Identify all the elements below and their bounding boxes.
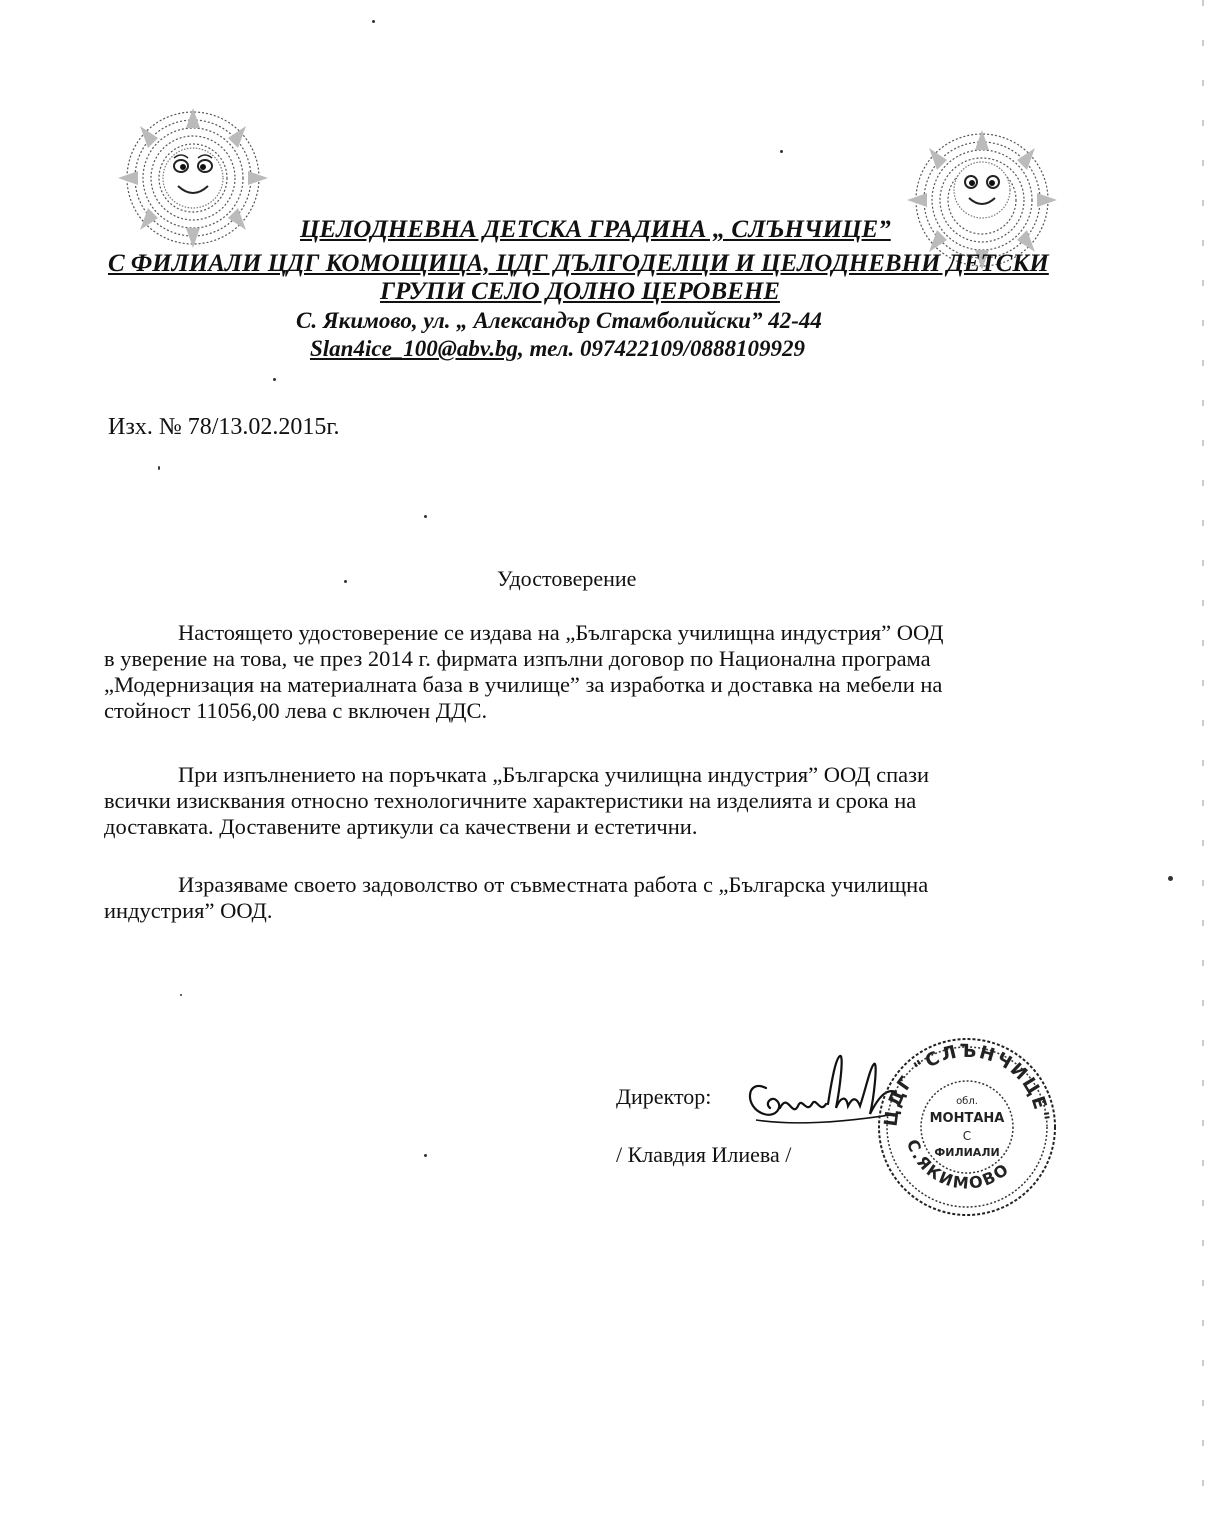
scan-speck (180, 994, 182, 996)
official-round-stamp (872, 1032, 1062, 1222)
paragraph-execution-quality (104, 762, 1044, 840)
smiling-sun-right-icon (906, 130, 1058, 270)
document-title: Удостоверение (497, 566, 637, 591)
paragraph-line: индустрия” ООД. (104, 898, 273, 923)
scan-speck (372, 20, 375, 23)
header-kindergarten-name: ЦЕЛОДНЕВНА ДЕТСКА ГРАДИНА „ СЛЪНЧИЦЕ” (300, 216, 891, 243)
paragraph-line: в уверение на това, че през 2014 г. фирмата изпълни договор по Национална програма (104, 646, 931, 671)
stamp-ring-bottom-text: С.ЯКИМОВО (902, 1136, 1014, 1193)
scan-speck (273, 378, 276, 381)
paragraph-line: Настоящето удостоверение се издава на „Българска училищна индустрия” ООД (178, 620, 944, 645)
outgoing-reference-number: Изх. № 78/13.02.2015г. (108, 414, 340, 440)
paragraph-line: При изпълнението на поръчката „Българска училищна индустрия” ООД спази (178, 762, 930, 787)
header-village: ГРУПИ СЕЛО ДОЛНО ЦЕРОВЕНЕ (380, 278, 780, 305)
scan-speck (424, 1154, 427, 1157)
stamp-ring-top-text: ЦДГ "СЛЪНЧИЦЕ" (880, 1040, 1054, 1128)
smiling-sun-left-icon (118, 108, 268, 248)
header-address: С. Якимово, ул. „ Александър Стамболийски” 42-44 (296, 308, 822, 333)
paragraph-certificate-purpose (104, 620, 1044, 724)
scan-speck (158, 466, 160, 470)
stamp-center-s: С (962, 1129, 972, 1143)
paragraph-line: доставката. Доставените артикули са качествени и естетични. (104, 814, 698, 839)
scan-edge-artifact (1202, 0, 1204, 1518)
paragraph-line: стойност 11056,00 лева с включен ДДС. (104, 698, 488, 723)
paragraph-line: всички изисквания относно технологичните характеристики на изделията и срока на (104, 788, 917, 813)
scan-speck (1168, 876, 1173, 881)
header-phone: , тел. 097422109/0888109929 (518, 336, 805, 361)
header-branches: С ФИЛИАЛИ ЦДГ КОМОЩИЦА, ЦДГ ДЪЛГОДЕЛЦИ И ЦЕЛОДНЕВНИ ДЕТСКИ (108, 250, 1049, 277)
stamp-center-branches: ФИЛИАЛИ (934, 1146, 1000, 1159)
scan-speck (344, 580, 347, 583)
header-contacts (310, 336, 805, 362)
paragraph-line: „Модернизация на материалната база в училище” за изработка и доставка на мебели на (104, 672, 943, 697)
scan-speck (780, 150, 783, 153)
stamp-center-montana: МОНТАНА (929, 1111, 1005, 1126)
paragraph-satisfaction (104, 872, 1044, 924)
director-label: Директор: (616, 1084, 712, 1109)
stamp-center-oblast: обл. (956, 1096, 978, 1107)
paragraph-line: Изразяваме своето задоволство от съвместната работа с „Българска училищна (178, 872, 929, 897)
header-email-link[interactable]: Slan4ice_100@abv.bg (310, 336, 519, 361)
director-name: / Клавдия Илиева / (616, 1142, 792, 1167)
scan-speck (424, 515, 427, 518)
